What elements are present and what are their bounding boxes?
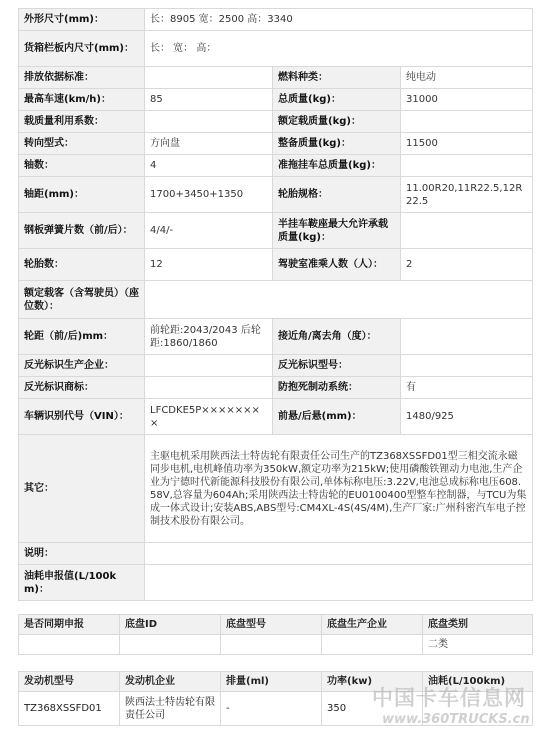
spec-row <box>19 111 533 133</box>
fuel-declared-label: 油耗申报值(L/100km)： <box>19 565 145 601</box>
watermark-url: www.360TRUCKS.cn <box>382 712 530 727</box>
reflect-model-value <box>401 355 533 377</box>
overhang-value: 1480/925 <box>401 399 533 435</box>
spec-value: 4/4/- <box>145 213 273 249</box>
dims-label: 外形尺寸(mm)： <box>19 9 145 31</box>
spec-value: 11500 <box>401 133 533 155</box>
reflect-brand-value <box>145 377 273 399</box>
table-row <box>19 692 533 726</box>
spec-label: 载质量利用系数： <box>19 111 145 133</box>
table-cell: TZ368XSSFD01 <box>19 692 120 726</box>
table-cell <box>221 635 322 655</box>
vin-label: 车辆识别代号（VIN）： <box>19 399 145 435</box>
engine-table <box>18 671 533 726</box>
cargo-dims-value: 长： 宽： 高： <box>145 31 533 67</box>
column-header: 发动机型号 <box>19 672 120 692</box>
watermark-text: 中国卡车信息网 <box>372 686 526 710</box>
spec-label: 半挂车鞍座最大允许承载质量(kg)： <box>273 213 401 249</box>
spec-value <box>145 67 273 89</box>
rated-passengers-value <box>145 281 533 319</box>
spec-value: 11.00R20,11R22.5,12R22.5 <box>401 177 533 213</box>
spec-value: 1700+3450+1350 <box>145 177 273 213</box>
cargo-dims-label: 货箱栏板内尺寸(mm)： <box>19 31 145 67</box>
table-row <box>19 635 533 655</box>
column-header: 排量(ml) <box>221 672 322 692</box>
spec-value: 方向盘 <box>145 133 273 155</box>
spec-row <box>19 89 533 111</box>
spec-label: 整备质量(kg)： <box>273 133 401 155</box>
spec-label: 额定载质量(kg)： <box>273 111 401 133</box>
table-cell: 350 <box>322 692 423 726</box>
chassis-table <box>18 614 533 655</box>
spec-label: 驾驶室准乘人数（人）： <box>273 249 401 281</box>
spec-value: 4 <box>145 155 273 177</box>
spec-row <box>19 67 533 89</box>
spec-value <box>145 111 273 133</box>
track-label: 轮距（前/后)mm： <box>19 319 145 355</box>
column-header: 油耗(L/100km) <box>423 672 533 692</box>
engine-header-row <box>19 672 533 692</box>
spec-label: 燃料种类： <box>273 67 401 89</box>
column-header: 发动机企业 <box>120 672 221 692</box>
spec-label: 轮胎数： <box>19 249 145 281</box>
angle-label: 接近角/离去角（度）： <box>273 319 401 355</box>
column-header: 底盘型号 <box>221 615 322 635</box>
spec-value: 纯电动 <box>401 67 533 89</box>
spec-label: 钢板弹簧片数（前/后）： <box>19 213 145 249</box>
reflect-company-value <box>145 355 273 377</box>
spec-label: 准拖挂车总质量(kg)： <box>273 155 401 177</box>
column-header: 是否同期申报 <box>19 615 120 635</box>
reflect-brand-label: 反光标识商标： <box>19 377 145 399</box>
rated-passengers-label: 额定载客（含驾驶员）（座位数）： <box>19 281 145 319</box>
spec-label: 最高车速(km/h)： <box>19 89 145 111</box>
spec-label: 轴数： <box>19 155 145 177</box>
spec-row <box>19 213 533 249</box>
reflect-model-label: 反光标识型号： <box>273 355 401 377</box>
table-cell: 二类 <box>423 635 533 655</box>
spec-value: 2 <box>401 249 533 281</box>
table-cell <box>423 692 533 726</box>
other-value: 主驱电机采用陕西法士特齿轮有限责任公司生产的TZ368XSSFD01型三相交流永磁同步电机,电机峰值功率为350kW,额定功率为215kW;使用磷酸铁锂动力电池,生产企业为宁德时代新能源科技股份有限公司,单体标称电压:3.22V,电池总成标称电压608.58V,总容量为604Ah;采用陕西法士特齿轮的EU0100400型整车控制器，与TCU为集成一体式设计;安装ABS,ABS型号:CM4XL-4S(4S/4M),生产厂家:广州科密汽车电子控制技术股份有限公司。 <box>145 435 533 543</box>
reflect-company-label: 反光标识生产企业： <box>19 355 145 377</box>
chassis-header-row <box>19 615 533 635</box>
table-cell <box>19 635 120 655</box>
column-header: 底盘类别 <box>423 615 533 635</box>
abs-value: 有 <box>401 377 533 399</box>
spec-label: 总质量(kg)： <box>273 89 401 111</box>
spec-value <box>401 111 533 133</box>
spec-row <box>19 155 533 177</box>
other-label: 其它： <box>19 435 145 543</box>
column-header: 功率(kw) <box>322 672 423 692</box>
note-label: 说明： <box>19 543 145 565</box>
spec-label: 轴距(mm)： <box>19 177 145 213</box>
spec-value <box>401 155 533 177</box>
spec-row <box>19 177 533 213</box>
vin-value: LFCDKE5P×××××××× <box>145 399 273 435</box>
table-cell <box>120 635 221 655</box>
column-header: 底盘ID <box>120 615 221 635</box>
column-header: 底盘生产企业 <box>322 615 423 635</box>
spec-row <box>19 249 533 281</box>
note-value <box>145 543 533 565</box>
spec-table <box>18 8 533 601</box>
abs-label: 防抱死制动系统： <box>273 377 401 399</box>
spec-label: 转向型式： <box>19 133 145 155</box>
fuel-declared-value <box>145 565 533 601</box>
spec-value <box>401 213 533 249</box>
angle-value <box>401 319 533 355</box>
spec-row <box>19 133 533 155</box>
spec-value: 85 <box>145 89 273 111</box>
spec-value: 31000 <box>401 89 533 111</box>
dims-value: 长：8905 宽：2500 高：3340 <box>145 9 533 31</box>
overhang-label: 前悬/后悬(mm)： <box>273 399 401 435</box>
table-cell: - <box>221 692 322 726</box>
table-cell <box>322 635 423 655</box>
spec-label: 排放依据标准： <box>19 67 145 89</box>
spec-value: 12 <box>145 249 273 281</box>
spec-label: 轮胎规格： <box>273 177 401 213</box>
table-cell: 陕西法士特齿轮有限责任公司 <box>120 692 221 726</box>
track-value: 前轮距:2043/2043 后轮距:1860/1860 <box>145 319 273 355</box>
